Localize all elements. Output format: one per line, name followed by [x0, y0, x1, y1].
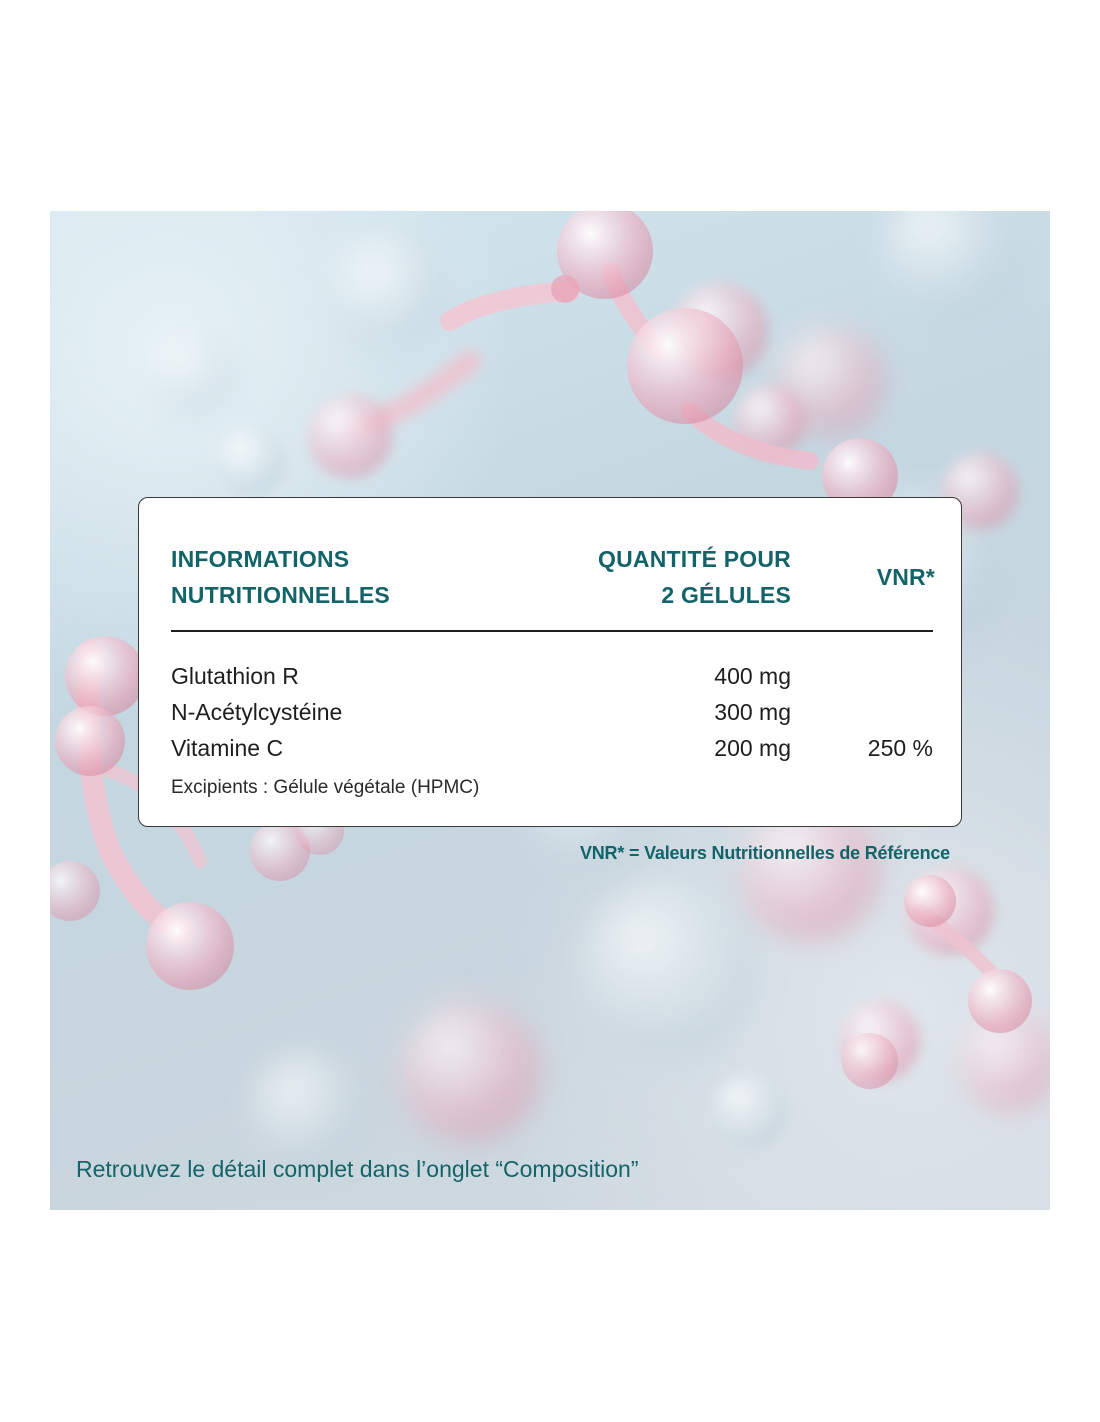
header-quantity-line1: QUANTITÉ POUR — [598, 546, 791, 572]
header-informations-line1: INFORMATIONS — [171, 546, 350, 572]
row-quantity: 300 mg — [714, 699, 791, 725]
table-row — [171, 694, 933, 730]
vnr-footnote: VNR* = Valeurs Nutritionnelles de Référence — [579, 843, 950, 863]
table-row — [171, 658, 933, 694]
row-quantity: 400 mg — [714, 663, 791, 689]
composition-tab-note: Retrouvez le détail complet dans l’onglet “Composition” — [76, 1156, 639, 1182]
row-quantity: 200 mg — [714, 735, 791, 761]
header-divider — [171, 630, 933, 632]
header-informations-line2: NUTRITIONNELLES — [171, 582, 390, 608]
nutrition-table-card — [138, 497, 962, 827]
header-vnr: VNR* — [876, 564, 935, 590]
molecule-background-panel — [50, 211, 1050, 1210]
header-informations — [171, 541, 471, 613]
excipients-note: Excipients : Gélule végétale (HPMC) — [171, 777, 480, 798]
nutrition-rows — [171, 658, 933, 766]
header-quantity — [491, 541, 791, 613]
row-name: Vitamine C — [171, 735, 284, 761]
row-vnr: 250 % — [867, 735, 933, 761]
row-name: N-Acétylcystéine — [171, 699, 343, 725]
table-row — [171, 730, 933, 766]
header-quantity-line2: 2 GÉLULES — [661, 582, 791, 608]
row-name: Glutathion R — [171, 663, 299, 689]
